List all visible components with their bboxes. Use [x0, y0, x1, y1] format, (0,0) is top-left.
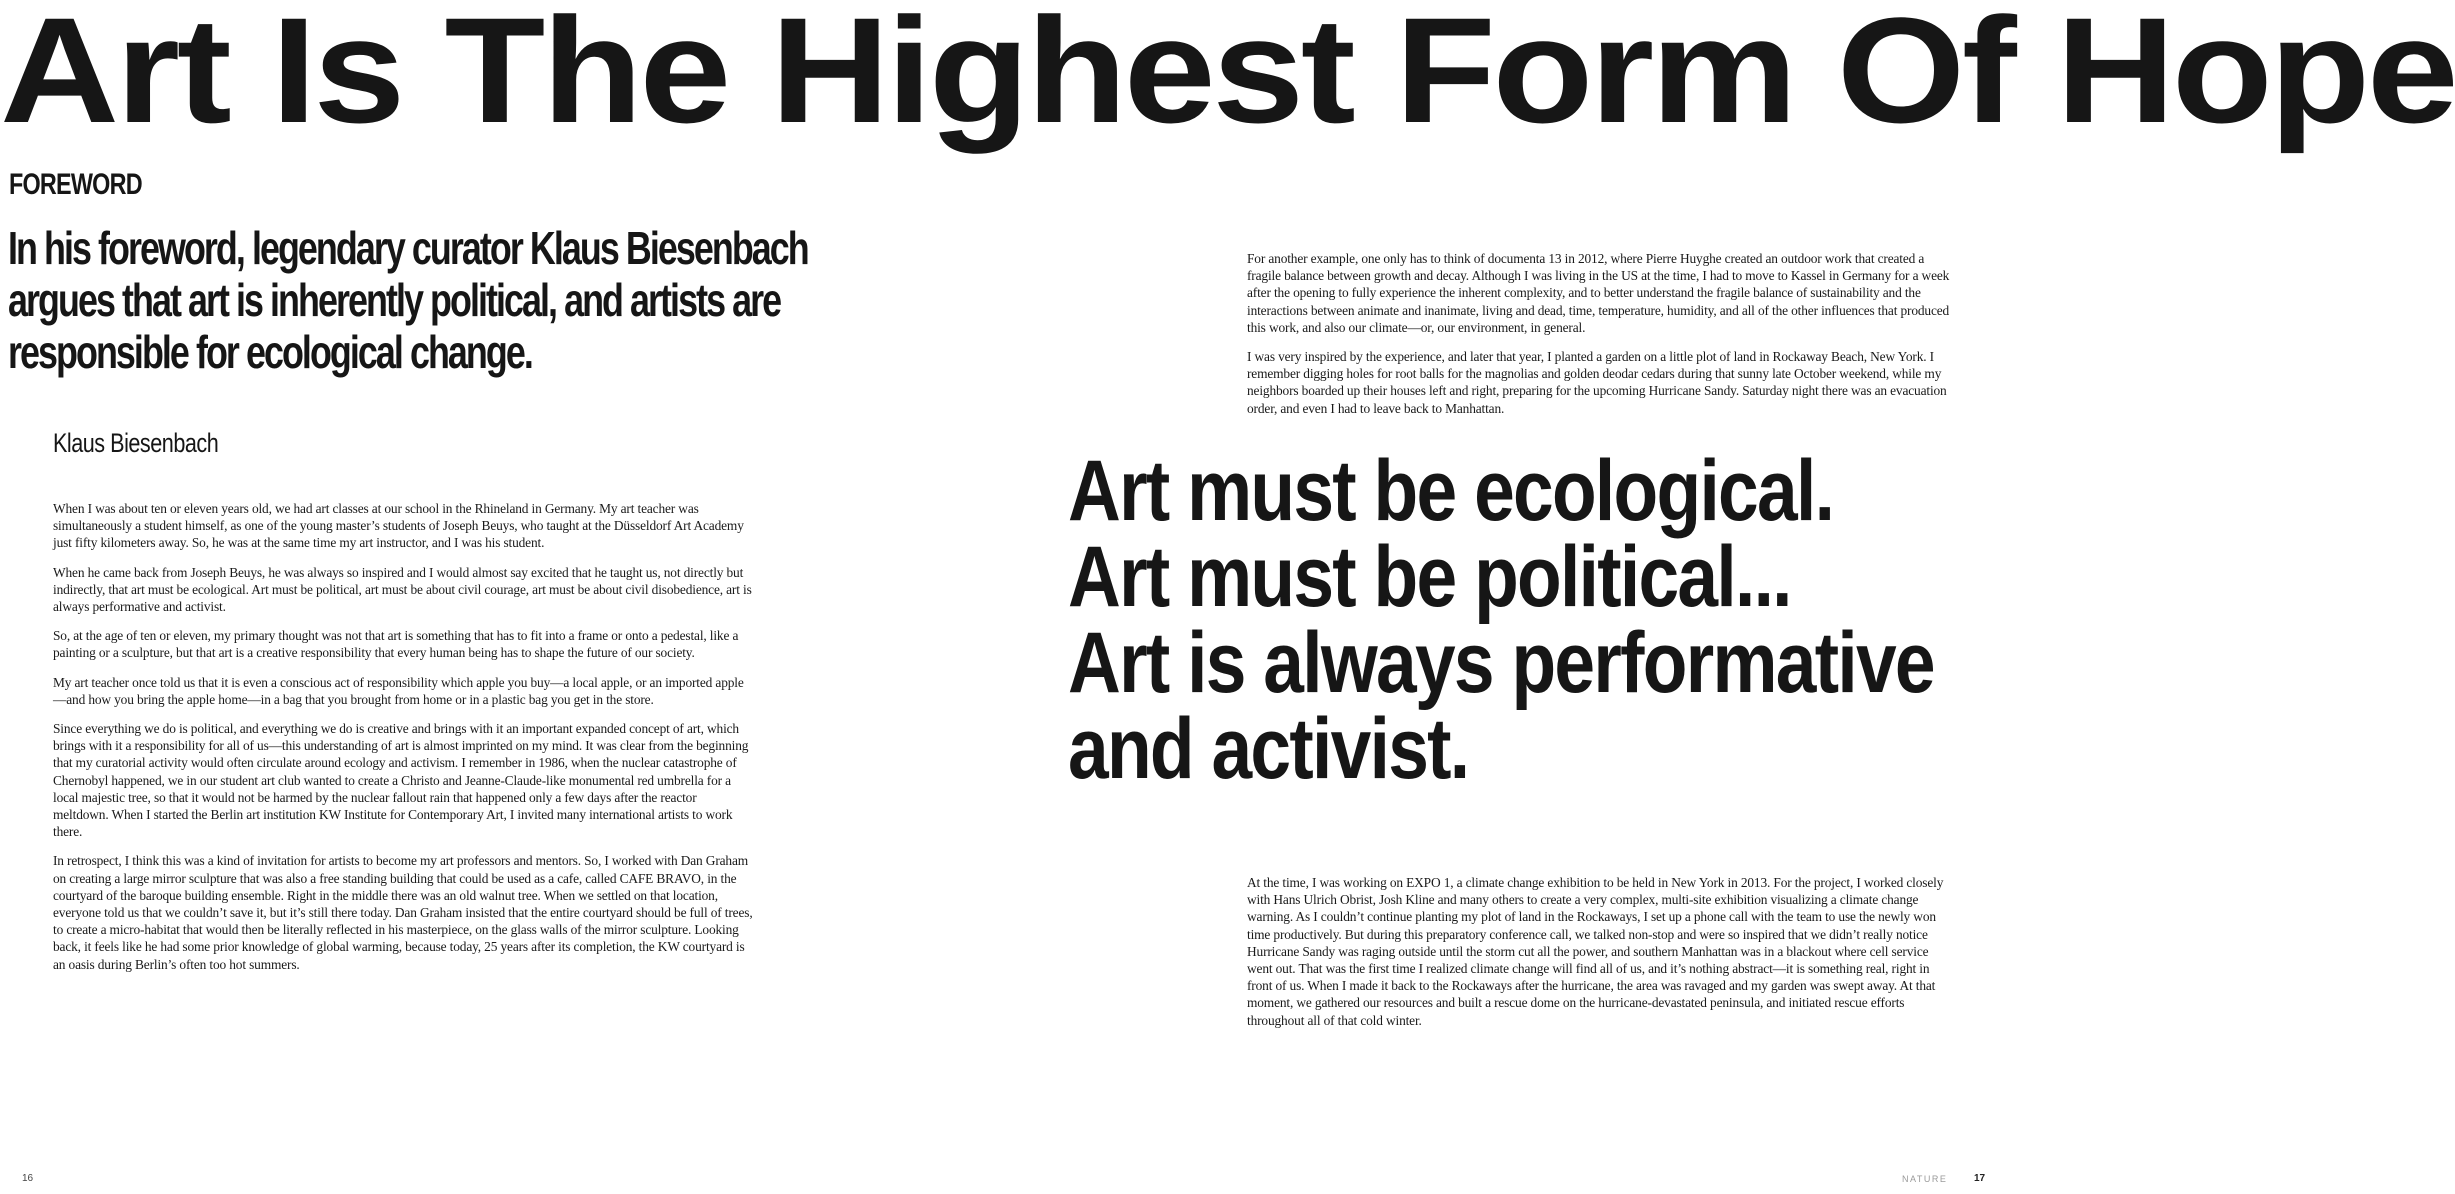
- paragraph: At the time, I was working on EXPO 1, a climate change exhibition to be held in New York in 2013. For the project, I worked closely with Hans Ulrich Obrist, Josh Kline and many others to create a very complex, multi-site exhibition visualizing a climate change warning. As I couldn’t continue planting my plot of land in the Rockaways, I set up a phone call with the team to use the newly won time productively. But during this preparatory conference call, we talked non-stop and were so inspired that we didn’t really notice Hurricane Sandy was raging outside until the storm cut all the power, and southern Manhattan was in a blackout where cell service went out. That was the first time I realized climate change will find all of us, and it’s nothing abstract—it is something real, right in front of us. When I made it back to the Rockaways after the hurricane, the area was ravaged and my garden was swept away. At that moment, we gathered our resources and built a rescue dome on the hurricane-devastated peninsula, and initiated rescue efforts throughout all of that cold winter.: [1247, 875, 1944, 1028]
- right-body-column-bottom: [1247, 874, 1957, 1041]
- paragraph: So, at the age of ten or eleven, my primary thought was not that art is something that has to fit into a frame or onto a pedestal, like a painting or a sculpture, but that art is a creative responsibility that every human being has to shape the future of our society.: [53, 628, 739, 661]
- paragraph: I was very inspired by the experience, and later that year, I planted a garden on a little plot of land in Rockaway Beach, New York. I remember digging holes for root balls for the magnolias and golden deodar cedars during that sunny late October weekend, while my neighbors boarded up their houses left and right, preparing for the upcoming Hurricane Sandy. Saturday night there was an evacuation order, and even I had to leave back to Manhattan.: [1247, 349, 1947, 416]
- headline: Art Is The Highest Form Of Hope: [0, 0, 2455, 154]
- running-head: NATURE: [1902, 1174, 1948, 1184]
- paragraph: When he came back from Joseph Beuys, he was always so inspired and I would almost say excited that he taught us, not directly but indirectly, that art must be ecological. Art must be political, art must be about civil courage, art must be about civil disobedience, art is always performative and activist.: [53, 564, 752, 615]
- page-number-right: 17: [1974, 1173, 1986, 1184]
- left-body-column: [53, 500, 753, 985]
- page-number-left: 16: [22, 1173, 34, 1184]
- pull-quote-line: Art is always performative: [1068, 615, 1934, 711]
- section-label: FOREWORD: [9, 168, 142, 201]
- deck: In his foreword, legendary curator Klaus Biesenbach argues that art is inherently political, and artists are responsible for ecological change.: [8, 222, 808, 378]
- author-name: Klaus Biesenbach: [53, 428, 219, 458]
- paragraph: For another example, one only has to think of documenta 13 in 2012, where Pierre Huyghe created an outdoor work that created a fragile balance between growth and decay. Although I was living in the US at the time, I had to move to Kassel in Germany for a week after the opening to fully experience the inherent complexity, and to better understand the fragile balance of sustainability and the interactions between animate and inanimate, living and dead, time, temperature, humidity, and all of the other influences that produced this work, and also our climate—or, our environment, in general.: [1247, 251, 1950, 335]
- right-body-column-top: [1247, 250, 1957, 429]
- paragraph: My art teacher once told us that it is even a conscious act of responsibility which apple you buy—a local apple, or an imported apple—and how you bring the apple home—in a bag that you brought from home or in a plastic bag you get in the store.: [53, 674, 744, 707]
- pull-quote-line: Art must be political...: [1068, 529, 1791, 625]
- pull-quote: [1068, 443, 1934, 797]
- pull-quote-line: and activist.: [1068, 701, 1469, 797]
- paragraph: When I was about ten or eleven years old, we had art classes at our school in the Rhineland in Germany. My art teacher was simultaneously a student himself, as one of the young master’s students of Joseph Beuys, who taught at the Düsseldorf Art Academy just fifty kilometers away. So, he was at the same time my art instructor, and I was his student.: [53, 501, 744, 551]
- paragraph: In retrospect, I think this was a kind of invitation for artists to become my art professors and mentors. So, I worked with Dan Graham on creating a large mirror sculpture that was also a free standing building that could be used as a cafe, called CAFE BRAVO, in the courtyard of the baroque building ensemble. Right in the middle there was an old walnut tree. When we settled on that location, everyone told us that we couldn’t save it, but it’s still there today. Dan Graham insisted that the entire courtyard should be full of trees, to create a micro-habitat that would then be literally reflected in his masterpiece, on the glass walls of the mirror sculpture. Looking back, it feels like he had some prior knowledge of global warming, because today, 25 years after its completion, the KW courtyard is an oasis during Berlin’s often too hot summers.: [53, 853, 753, 972]
- pull-quote-line: Art must be ecological.: [1068, 443, 1834, 539]
- paragraph: Since everything we do is political, and everything we do is creative and brings with it an important expanded concept of art, which brings with it a responsibility for all of us—this understanding of art is almost imprinted on my mind. It was clear from the beginning that my curatorial activity would often circulate around ecology and activism. I remember in 1986, when the nuclear catastrophe of Chernobyl happened, we in our student art club wanted to create a Christo and Jeanne-Claude-like monumental red umbrella for a local majestic tree, so that it would not be harmed by the nuclear fallout rain that happened only a few days after the reactor meltdown. When I started the Berlin art institution KW Institute for Contemporary Art, I invited many international artists to work there.: [53, 721, 749, 840]
